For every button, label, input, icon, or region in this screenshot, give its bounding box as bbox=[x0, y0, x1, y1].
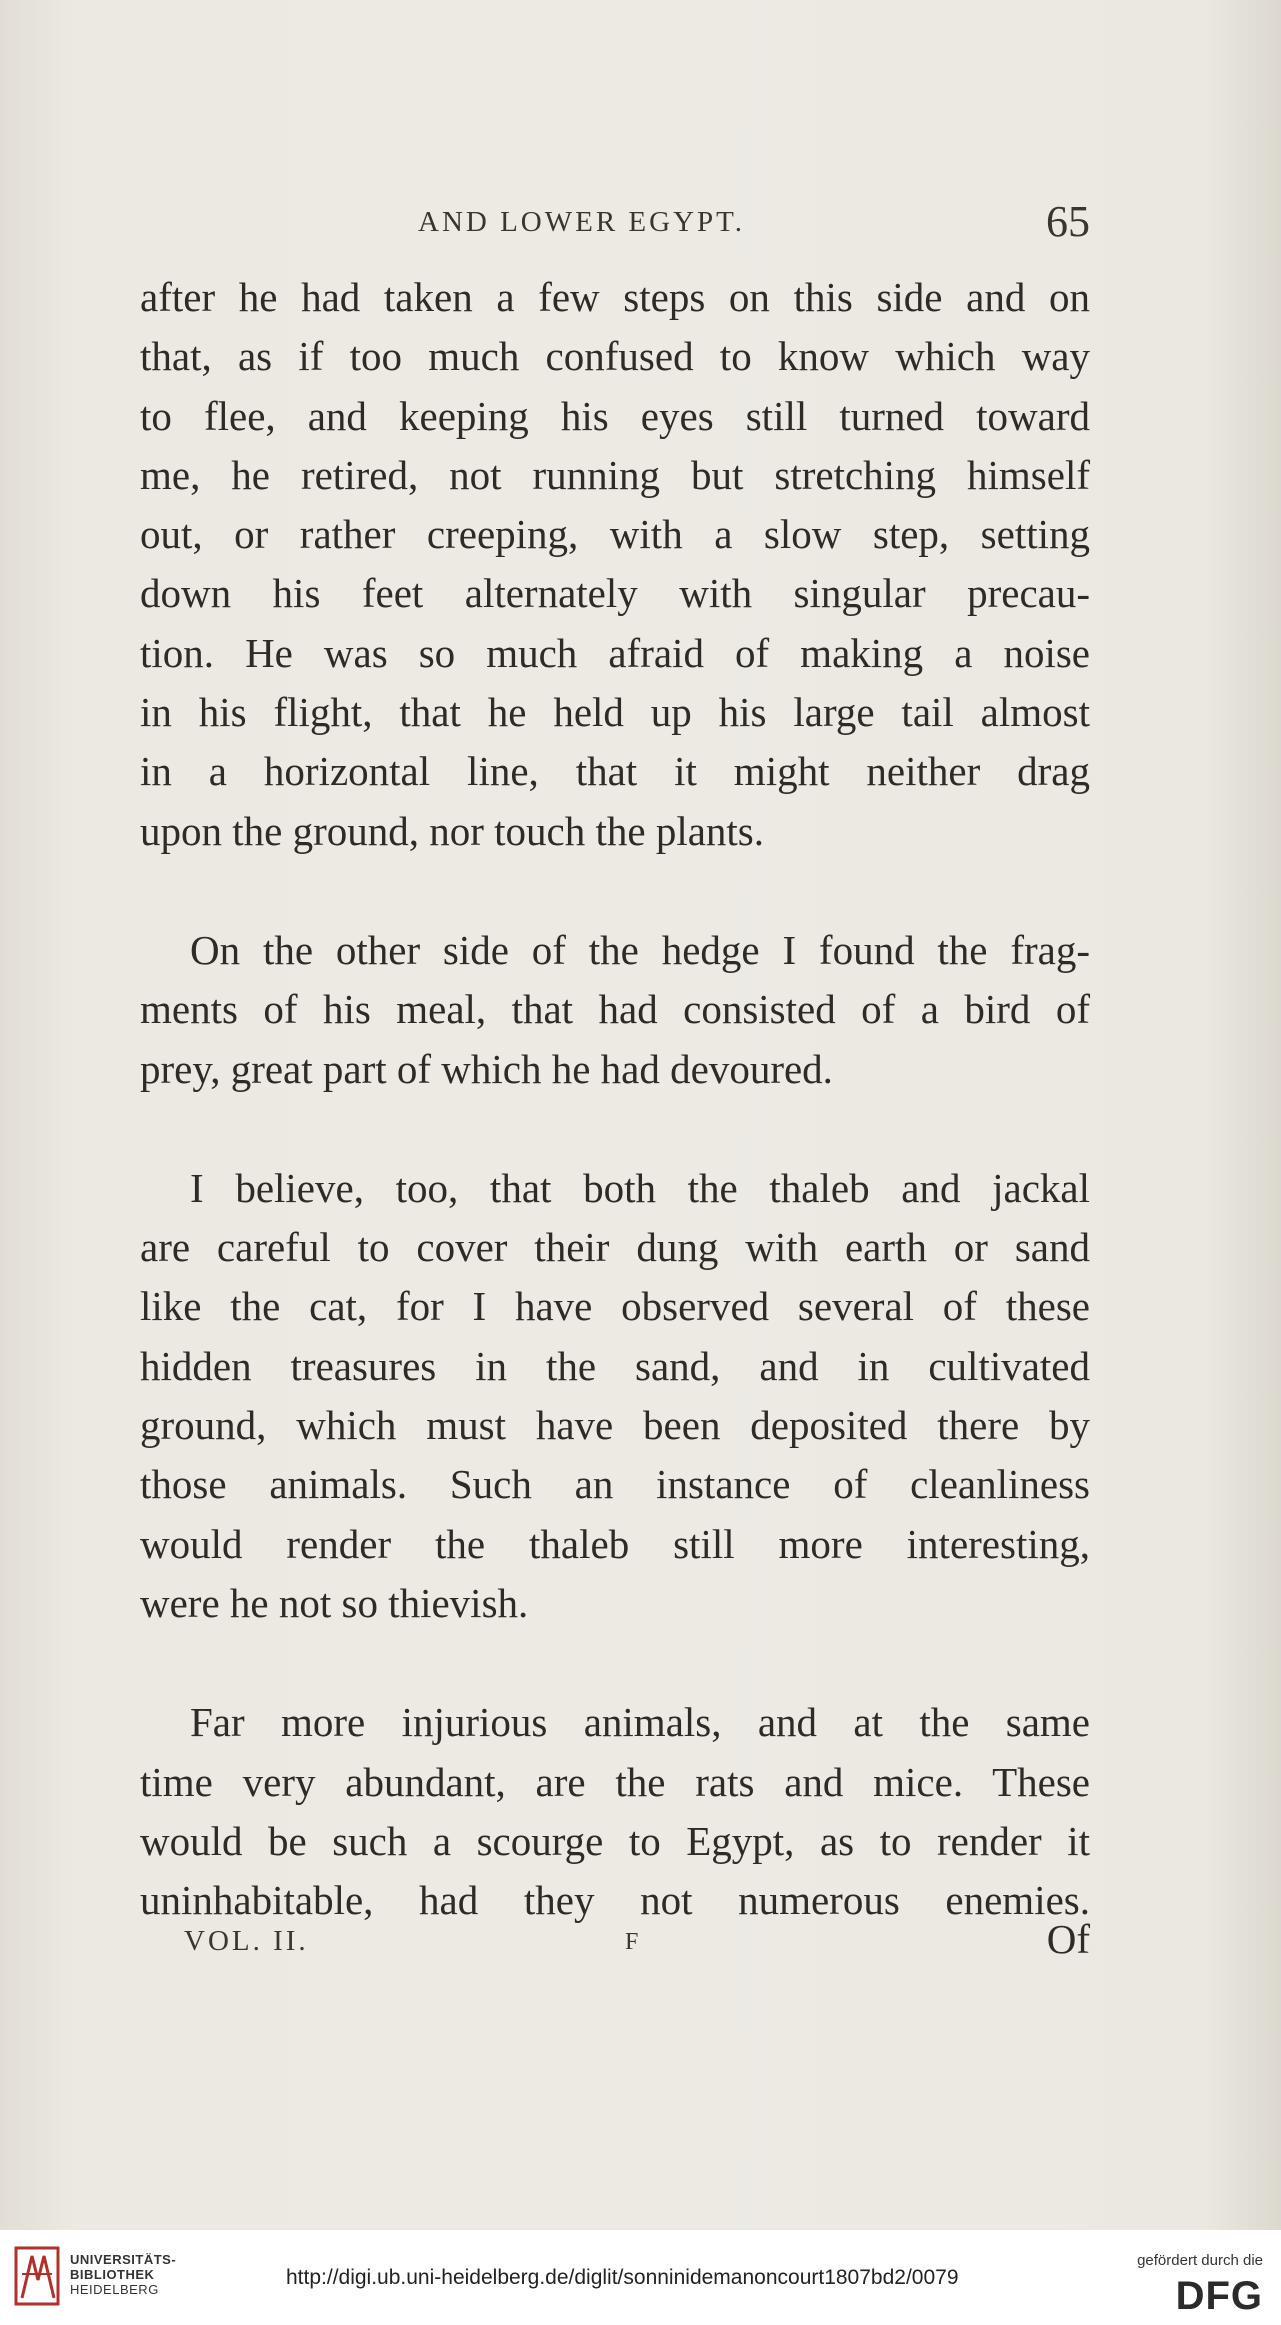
text-line: are careful to cover their dung with earth or sand bbox=[140, 1224, 1090, 1271]
text-line: down his feet alternately with singular precau- bbox=[140, 570, 1090, 617]
page-number: 65 bbox=[1046, 197, 1090, 246]
text-line: would render the thaleb still more interesting, bbox=[140, 1520, 1090, 1567]
text-line: me, he retired, not running but stretching himself bbox=[140, 451, 1090, 498]
paragraph-2 bbox=[140, 921, 1090, 1099]
funder-caption: gefördert durch die bbox=[1137, 2252, 1263, 2269]
text-line: prey, great part of which he had devoured. bbox=[140, 1045, 833, 1092]
text-line: uninhabitable, had they not numerous enemies. bbox=[140, 1877, 1090, 1924]
text-line: upon the ground, nor touch the plants. bbox=[140, 807, 765, 854]
signature-mark: F bbox=[625, 1929, 639, 1955]
text-line: On the other side of the hedge I found the frag- bbox=[190, 926, 1090, 973]
permalink-url[interactable]: http://digi.ub.uni-heidelberg.de/diglit/sonninidemanoncourt1807bd2/0079 bbox=[286, 2266, 959, 2289]
text-line: in his flight, that he held up his large tail almost bbox=[140, 689, 1090, 736]
paragraph-1 bbox=[140, 268, 1090, 861]
dfg-logo: DFG bbox=[1175, 2274, 1263, 2318]
signature-volume: VOL. II. bbox=[184, 1925, 309, 1957]
paragraph-gap bbox=[140, 861, 1090, 921]
text-line: time very abundant, are the rats and mice. These bbox=[140, 1758, 1090, 1805]
text-line: those animals. Such an instance of cleanliness bbox=[140, 1461, 1090, 1508]
text-line: would be such a scourge to Egypt, as to render it bbox=[140, 1817, 1090, 1864]
paragraph-3 bbox=[140, 1159, 1090, 1633]
running-head: AND LOWER EGYPT. bbox=[418, 206, 745, 238]
institution-line: BIBLIOTHEK bbox=[70, 2267, 155, 2282]
page-footer bbox=[140, 1915, 1090, 1975]
university-library-logo-icon bbox=[14, 2244, 60, 2308]
text-line: after he had taken a few steps on this side and on bbox=[140, 274, 1090, 320]
text-line: ments of his meal, that had consisted of a bird of bbox=[140, 986, 1090, 1033]
paragraph-gap bbox=[140, 1099, 1090, 1159]
institution-line: HEIDELBERG bbox=[70, 2282, 159, 2297]
text-line: like the cat, for I have observed several of these bbox=[140, 1283, 1090, 1330]
body-text bbox=[140, 268, 1090, 1930]
text-line: that, as if too much confused to know which way bbox=[140, 333, 1090, 380]
text-line: out, or rather creeping, with a slow step, setting bbox=[140, 511, 1090, 558]
catchword: Of bbox=[1046, 1916, 1090, 1962]
text-line: tion. He was so much afraid of making a noise bbox=[140, 629, 1090, 676]
paragraph-4 bbox=[140, 1693, 1090, 1930]
institution-name bbox=[70, 2252, 176, 2297]
text-line: I believe, too, that both the thaleb and jackal bbox=[190, 1164, 1090, 1211]
text-line: were he not so thievish. bbox=[140, 1579, 529, 1626]
text-line: Far more injurious animals, and at the same bbox=[190, 1699, 1090, 1746]
text-line: hidden treasures in the sand, and in cultivated bbox=[140, 1342, 1090, 1389]
text-line: ground, which must have been deposited there by bbox=[140, 1402, 1090, 1449]
text-line: to flee, and keeping his eyes still turned toward bbox=[140, 392, 1090, 439]
paragraph-gap bbox=[140, 1633, 1090, 1693]
page-header bbox=[140, 196, 1090, 252]
text-line: in a horizontal line, that it might neither drag bbox=[140, 748, 1090, 795]
institution-line: UNIVERSITÄTS- bbox=[70, 2252, 177, 2267]
library-footer-bar bbox=[0, 2230, 1281, 2325]
